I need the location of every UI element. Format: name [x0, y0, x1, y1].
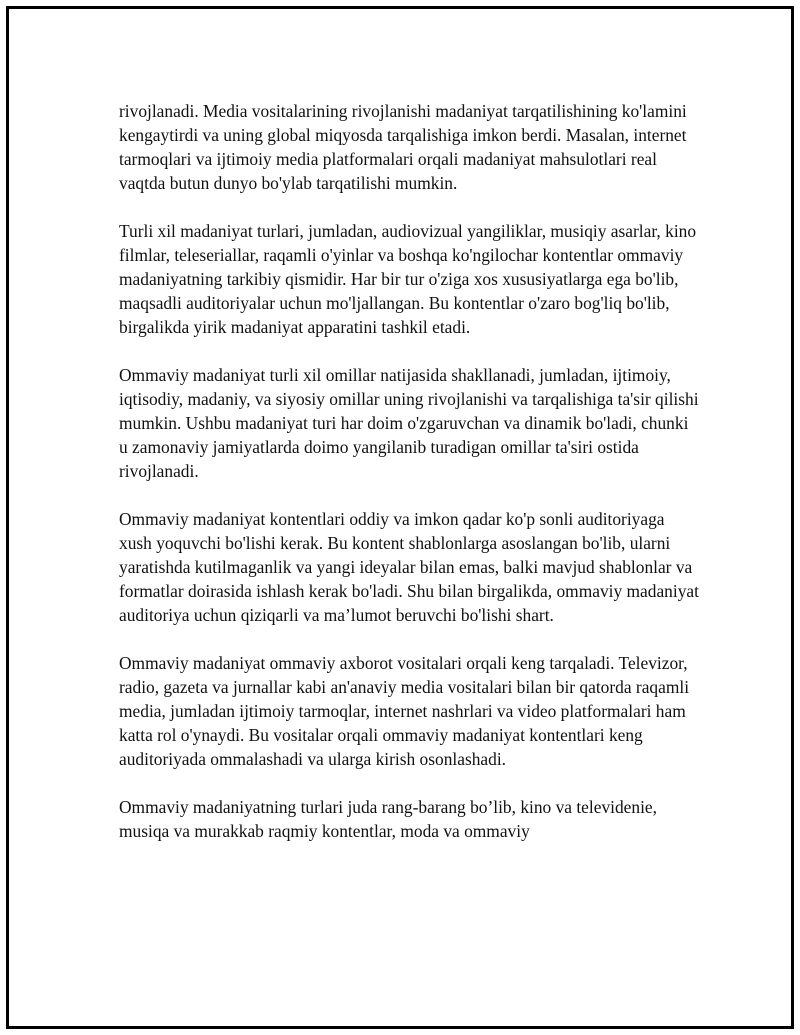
paragraph-4: Ommaviy madaniyat kontentlari oddiy va imkon qadar ko'p sonli auditoriyaga xush yoquvchi bo'lishi kerak. Bu kontent shablonlarga asoslangan bo'lib, ularni yaratishda kutilmaganlik va yangi ideyalar bilan emas, balki mavjud shablonlar va formatlar doirasida ishlash kerak bo'ladi. Shu bilan birgalikda, ommaviy madaniyat auditoriya uchun qiziqarli va ma’lumot beruvchi bo'lishi shart. [119, 509, 699, 625]
paragraph-1: rivojlanadi. Media vositalarining rivojlanishi madaniyat tarqatilishining ko'lamini kengaytirdi va uning global miqyosda tarqalishiga imkon berdi. Masalan, internet tarmoqlari va ijtimoiy media platformalari orqali madaniyat mahsulotlari real vaqtda butun dunyo bo'ylab tarqatilishi mumkin. [119, 101, 687, 193]
paragraph-6: Ommaviy madaniyatning turlari juda rang-barang bo’lib, kino va televidenie, musiqa va murakkab raqmiy kontentlar, moda va ommaviy [119, 797, 657, 841]
page-frame [6, 6, 794, 1029]
paragraph-5: Ommaviy madaniyat ommaviy axborot vositalari orqali keng tarqaladi. Televizor, radio, gazeta va jurnallar kabi an'anaviy media vositalari bilan bir qatorda raqamli media, jumladan ijtimoiy tarmoqlar, internet nashrlari va video platformalari ham katta rol o'ynaydi. Bu vositalar orqali ommaviy madaniyat kontentlari keng auditoriyada ommalashadi va ularga kirish osonlashadi. [119, 653, 690, 769]
paragraph-2: Turli xil madaniyat turlari, jumladan, audiovizual yangiliklar, musiqiy asarlar, kino filmlar, teleseriallar, raqamli o'yinlar va boshqa ko'ngilochar kontentlar ommaviy madaniyatning tarkibiy qismidir. Har bir tur o'ziga xos xususiyatlarga ega bo'lib, maqsadli auditoriyalar uchun mo'ljallangan. Bu kontentlar o'zaro bog'liq bo'lib, birgalikda yirik madaniyat apparatini tashkil etadi. [119, 221, 697, 337]
paragraph-3: Ommaviy madaniyat turli xil omillar natijasida shakllanadi, jumladan, ijtimoiy, iqtisodiy, madaniy, va siyosiy omillar uning rivojlanishi va tarqalishiga ta'sir qilishi mumkin. Ushbu madaniyat turi har doim o'zgaruvchan va dinamik bo'ladi, chunki u zamonaviy jamiyatlarda doimo yangilanib turadigan omillar ta'siri ostida rivojlanadi. [119, 365, 699, 481]
document-body [119, 99, 699, 843]
